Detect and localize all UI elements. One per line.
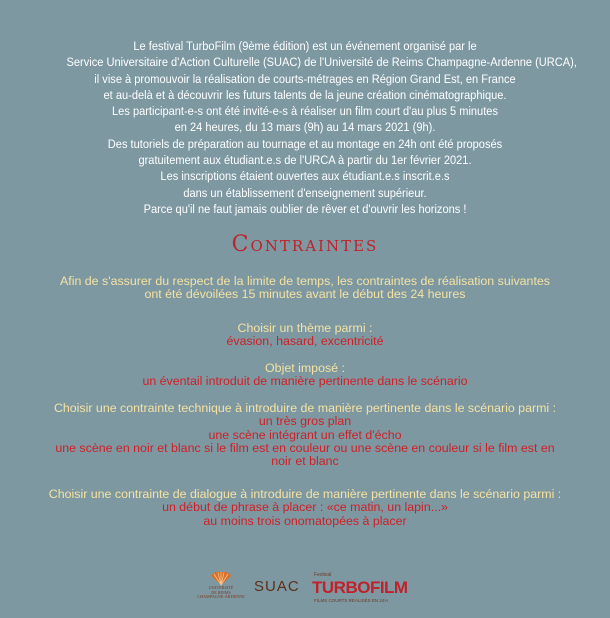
sponsor-logos (0, 570, 610, 610)
constraints-intro-line: ont été dévoilées 15 minutes avant le début des 24 heures (144, 287, 466, 302)
dialogue-label: Choisir une contrainte de dialogue à introduire de manière pertinente dans le scénario parmi : (48, 487, 562, 501)
section-heading-contraintes: Contraintes (231, 232, 379, 257)
dialogue-constraint (20, 488, 590, 528)
theme-constraint (20, 322, 590, 349)
intro-line: et au-delà et à découvrir les futurs talents de la jeune création cinématographique. (103, 87, 507, 102)
turbofilm-name: TURBOFILM (312, 578, 408, 597)
intro-line: Le festival TurboFilm (9ème édition) est un événement organisé par le (133, 39, 477, 53)
constraints-intro-line: Afin de s'assurer du respect de la limite de temps, les contraintes de réalisation suivantes (60, 274, 550, 288)
urca-logo-line: CHAMPAGNE-ARDENNE (197, 594, 245, 600)
intro-line: Les participant-e-s ont été invité-e-s à réaliser un film court d'au plus 5 minutes (112, 104, 498, 119)
object-value: un éventail introduit de manière pertinente dans le scénario (142, 374, 468, 389)
technical-constraint (20, 402, 590, 468)
intro-line: gratuitement aux étudiant.e.s de l'URCA à partir du 1er février 2021. (138, 153, 472, 168)
intro-line: Les inscriptions étaient ouvertes aux étudiant.e.s inscrit.e.s (160, 169, 450, 184)
technical-label: Choisir une contrainte technique à introduire de manière pertinente dans le scénario parmi : (53, 401, 557, 415)
intro-line: il vise à promouvoir la réalisation de courts-métrages en Région Grand Est, en France (94, 71, 516, 86)
dialogue-option: au moins trois onomatopées à placer (203, 513, 407, 528)
urca-logo-line: UNIVERSITÉ (208, 585, 234, 590)
suac-logo: SUAC (254, 578, 300, 595)
turbofilm-tagline: FILMS COURTS RÉALISÉS EN 24H (314, 598, 388, 603)
theme-value: évasion, hasard, excentricité (226, 334, 384, 349)
intro-paragraph (66, 38, 577, 217)
theme-label: Choisir un thème parmi : (237, 321, 373, 335)
technical-option: une scène intégrant un effet d'écho (208, 427, 402, 442)
intro-line: Service Universitaire d'Action Culturelle (SUAC) de l'Université de Reims Champagne-Ardenne (URCA), (66, 55, 577, 70)
urca-logo-line: DE REIMS (211, 589, 231, 595)
intro-line: en 24 heures, du 13 mars (9h) au 14 mars 2021 (9h). (174, 120, 436, 135)
intro-line: Des tutoriels de préparation au tournage et au montage en 24h ont été proposés (107, 136, 503, 151)
constraints-intro (20, 275, 590, 302)
technical-option: une scène en noir et blanc si le film est en couleur ou une scène en couleur si le film est en (55, 440, 555, 455)
intro-line: dans un établissement d'enseignement supérieur. (183, 185, 427, 200)
object-label: Objet imposé : (265, 361, 345, 375)
dialogue-option: un début de phrase à placer : «ce matin, un lapin...» (162, 500, 448, 515)
turbofilm-logo (310, 572, 408, 608)
intro-line: Parce qu'il ne faut jamais oublier de rêver et d'ouvrir les horizons ! (143, 201, 467, 216)
technical-option: un très gros plan (258, 414, 352, 429)
technical-option: noir et blanc (271, 454, 339, 469)
urca-logo (196, 572, 246, 608)
object-constraint (20, 362, 590, 389)
turbofilm-festival-label: Festival (314, 572, 332, 578)
urca-fan-icon (210, 572, 232, 586)
